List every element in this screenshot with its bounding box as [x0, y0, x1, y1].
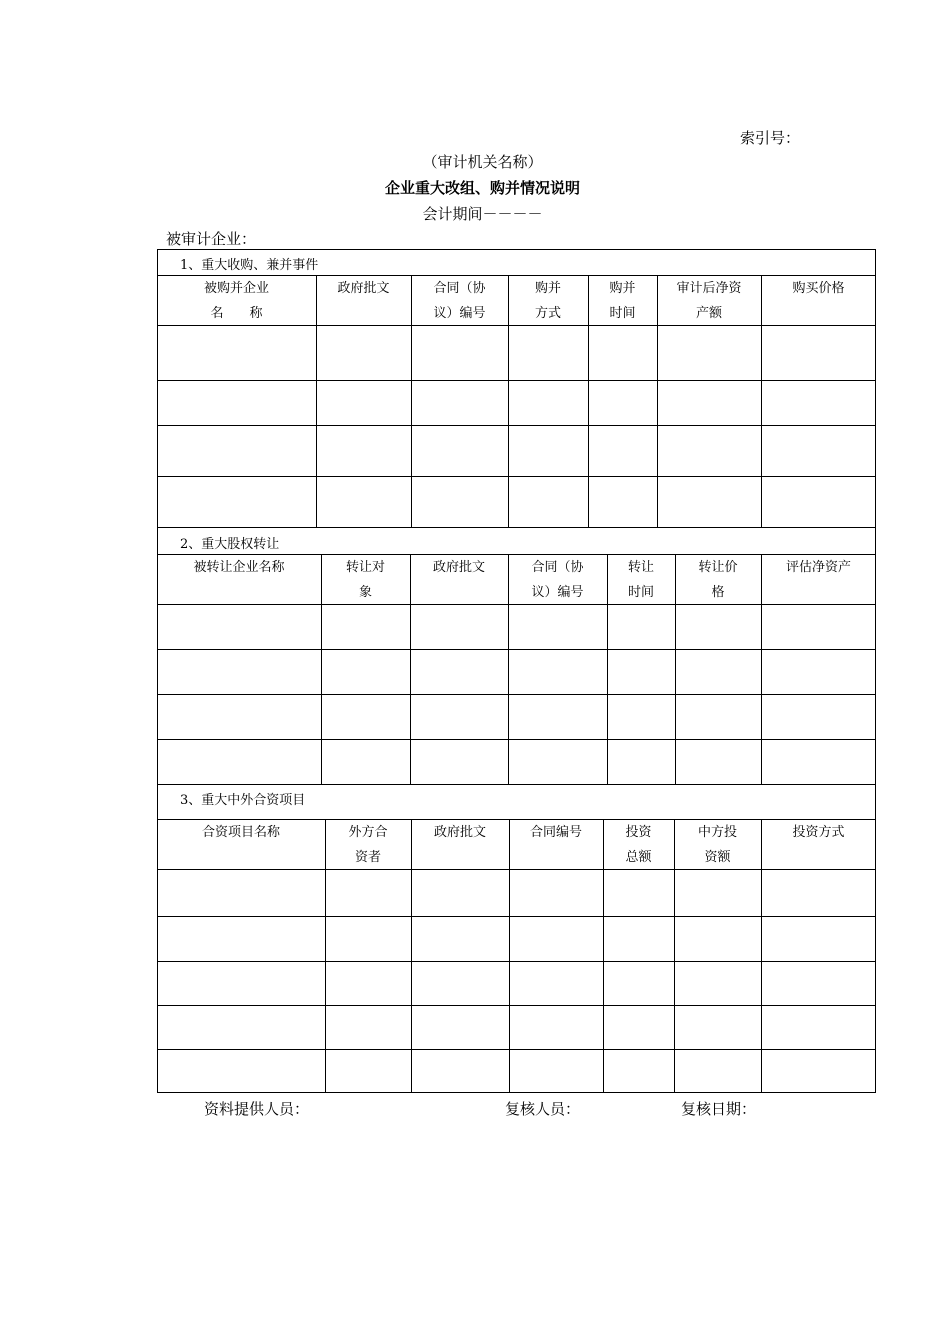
table-cell[interactable]: [326, 870, 411, 916]
column-header-line: 转让: [627, 560, 654, 575]
column-header: [316, 276, 411, 326]
table-cell[interactable]: [676, 605, 761, 649]
table-cell[interactable]: [412, 1050, 509, 1093]
column-header-line: 议）编号: [531, 585, 584, 600]
table-cell[interactable]: [510, 1050, 603, 1093]
table-cell[interactable]: [509, 605, 607, 649]
table-cell[interactable]: [412, 326, 508, 380]
table-cell[interactable]: [509, 740, 607, 784]
table-cell[interactable]: [604, 917, 674, 961]
section-title: 3、重大中外合资项目: [180, 793, 306, 808]
table-cell[interactable]: [158, 695, 321, 739]
table-cell[interactable]: [326, 962, 411, 1005]
column-header-line: 合同编号: [529, 825, 582, 840]
table-cell[interactable]: [509, 326, 588, 380]
section-title: 2、重大股权转让: [180, 537, 280, 552]
column-header-line: 总额: [625, 850, 652, 865]
table-cell[interactable]: [322, 650, 410, 694]
table-cell[interactable]: [589, 426, 657, 476]
column-header-line: [761, 845, 876, 870]
column-header-line: [410, 580, 508, 605]
table-cell[interactable]: [675, 917, 761, 961]
table-cell[interactable]: [762, 917, 876, 961]
table-cell[interactable]: [317, 381, 411, 425]
column-header: [411, 276, 508, 326]
column-header-line: 象: [358, 585, 372, 600]
column-header: [603, 820, 674, 870]
table-cell[interactable]: [608, 650, 675, 694]
table-cell[interactable]: [676, 650, 761, 694]
table-cell[interactable]: [326, 917, 411, 961]
table-cell[interactable]: [676, 695, 761, 739]
column-header-line: 购买价格: [792, 281, 845, 296]
column-header-line: 被转让企业名称: [193, 560, 285, 575]
column-header: [508, 555, 607, 605]
table-cell[interactable]: [510, 962, 603, 1005]
column-header-line: 审计后净资: [676, 281, 742, 296]
table-cell[interactable]: [675, 1050, 761, 1093]
column-header: [761, 820, 876, 870]
table-cell[interactable]: [158, 477, 316, 527]
column-header-line: 被购并企业: [203, 281, 269, 296]
column-header-line: 格: [711, 585, 725, 600]
table-cell[interactable]: [411, 650, 508, 694]
table-cell[interactable]: [762, 650, 876, 694]
table-cell[interactable]: [658, 326, 761, 380]
review-date-label: 复核日期：: [681, 1100, 757, 1118]
table-cell[interactable]: [412, 426, 508, 476]
column-header: [157, 820, 325, 870]
agency-name: （审计机关名称）: [422, 153, 543, 171]
table-cell[interactable]: [510, 870, 603, 916]
table-cell[interactable]: [412, 870, 509, 916]
table-cell[interactable]: [158, 870, 325, 916]
column-header-line: 资额: [704, 850, 731, 865]
table-cell[interactable]: [604, 870, 674, 916]
section-title: 1、重大收购、兼并事件: [180, 258, 319, 273]
column-header-line: 合资项目名称: [201, 825, 280, 840]
column-header-line: 方式: [534, 306, 561, 321]
table-cell[interactable]: [762, 326, 876, 380]
table-cell[interactable]: [158, 962, 325, 1005]
reviewer-label: 复核人员：: [505, 1100, 581, 1118]
table-cell[interactable]: [158, 605, 321, 649]
column-header-line: 政府批文: [337, 281, 390, 296]
table-cell[interactable]: [589, 326, 657, 380]
table-cell[interactable]: [412, 962, 509, 1005]
table-cell[interactable]: [762, 1050, 876, 1093]
column-header-line: [316, 301, 411, 326]
column-header-line: 购并: [534, 281, 561, 296]
table-cell[interactable]: [326, 1050, 411, 1093]
table-cell[interactable]: [411, 695, 508, 739]
column-header-line: 外方合: [348, 825, 388, 840]
table-cell[interactable]: [412, 917, 509, 961]
column-header-line: 转让价: [698, 560, 738, 575]
column-header-line: [411, 845, 509, 870]
table-cell[interactable]: [411, 740, 508, 784]
table-cell[interactable]: [158, 426, 316, 476]
index-number-label: 索引号：: [740, 129, 801, 147]
table-cell[interactable]: [608, 740, 675, 784]
table-cell[interactable]: [509, 650, 607, 694]
column-header: [761, 276, 876, 326]
table-cell[interactable]: [658, 381, 761, 425]
column-header-line: 产额: [695, 306, 722, 321]
table-cell[interactable]: [676, 740, 761, 784]
column-header: [157, 276, 316, 326]
table-cell[interactable]: [158, 381, 316, 425]
column-header-line: [157, 580, 321, 605]
table-cell[interactable]: [509, 381, 588, 425]
column-header-line: 合同（协: [531, 560, 584, 575]
table-cell[interactable]: [412, 1006, 509, 1049]
table-cell[interactable]: [158, 740, 321, 784]
table-cell[interactable]: [322, 740, 410, 784]
table-cell[interactable]: [762, 605, 876, 649]
table-cell[interactable]: [589, 381, 657, 425]
table-cell[interactable]: [412, 381, 508, 425]
table-cell[interactable]: [658, 426, 761, 476]
table-cell[interactable]: [604, 962, 674, 1005]
column-header: [674, 820, 761, 870]
column-header-line: [157, 845, 325, 870]
column-header-line: 投资: [625, 825, 652, 840]
table-cell[interactable]: [158, 917, 325, 961]
table-cell[interactable]: [762, 381, 876, 425]
column-header-line: 合同（协: [433, 281, 486, 296]
table-cell[interactable]: [158, 650, 321, 694]
table-cell[interactable]: [317, 426, 411, 476]
column-header-line: 时间: [609, 306, 636, 321]
table-cell[interactable]: [158, 1006, 325, 1049]
accounting-period: 会计期间－－－－: [422, 205, 543, 223]
column-header: [657, 276, 761, 326]
column-header: [411, 820, 509, 870]
table-cell[interactable]: [412, 477, 508, 527]
table-cell[interactable]: [762, 962, 876, 1005]
column-header: [410, 555, 508, 605]
column-header: [157, 555, 321, 605]
column-header: [588, 276, 657, 326]
table-cell[interactable]: [158, 1050, 325, 1093]
table-cell[interactable]: [322, 695, 410, 739]
column-header-line: 名 称: [210, 306, 263, 321]
table-cell[interactable]: [326, 1006, 411, 1049]
table-cell[interactable]: [608, 605, 675, 649]
table-cell[interactable]: [762, 1006, 876, 1049]
table-cell[interactable]: [762, 870, 876, 916]
column-header-line: 投资方式: [792, 825, 845, 840]
document-title: 企业重大改组、购并情况说明: [384, 179, 580, 197]
table-cell[interactable]: [675, 870, 761, 916]
table-cell[interactable]: [322, 605, 410, 649]
table-cell[interactable]: [762, 740, 876, 784]
column-header-line: 政府批文: [432, 560, 485, 575]
table-cell[interactable]: [509, 695, 607, 739]
table-cell[interactable]: [762, 695, 876, 739]
column-header: [509, 820, 603, 870]
row-line: [157, 527, 876, 528]
table-cell[interactable]: [608, 695, 675, 739]
column-header-line: 资者: [354, 850, 381, 865]
column-header-line: [761, 301, 876, 326]
table-cell[interactable]: [411, 605, 508, 649]
table-cell[interactable]: [675, 1006, 761, 1049]
table-cell[interactable]: [509, 426, 588, 476]
column-header: [761, 555, 876, 605]
table-cell[interactable]: [658, 477, 761, 527]
table-cell[interactable]: [589, 477, 657, 527]
table-cell[interactable]: [675, 962, 761, 1005]
table-cell[interactable]: [762, 426, 876, 476]
column-header-line: 议）编号: [433, 306, 486, 321]
column-header: [675, 555, 761, 605]
table-cell[interactable]: [604, 1050, 674, 1093]
table-cell[interactable]: [510, 1006, 603, 1049]
column-header: [321, 555, 410, 605]
column-header-line: 政府批文: [433, 825, 486, 840]
column-header-line: 评估净资产: [785, 560, 851, 575]
audited-entity-label: 被审计企业：: [166, 230, 257, 248]
column-header-line: 购并: [609, 281, 636, 296]
column-header: [325, 820, 411, 870]
row-line: [157, 784, 876, 785]
table-cell[interactable]: [604, 1006, 674, 1049]
table-cell[interactable]: [762, 477, 876, 527]
column-header: [607, 555, 675, 605]
column-header-line: [761, 580, 876, 605]
column-header-line: [509, 845, 603, 870]
column-header: [508, 276, 588, 326]
column-header-line: 中方投: [697, 825, 737, 840]
column-header-line: 转让对: [345, 560, 385, 575]
table-cell[interactable]: [510, 917, 603, 961]
table-cell[interactable]: [317, 477, 411, 527]
table-cell[interactable]: [158, 326, 316, 380]
table-cell[interactable]: [317, 326, 411, 380]
provider-label: 资料提供人员：: [204, 1100, 310, 1118]
table-cell[interactable]: [509, 477, 588, 527]
column-header-line: 时间: [627, 585, 654, 600]
